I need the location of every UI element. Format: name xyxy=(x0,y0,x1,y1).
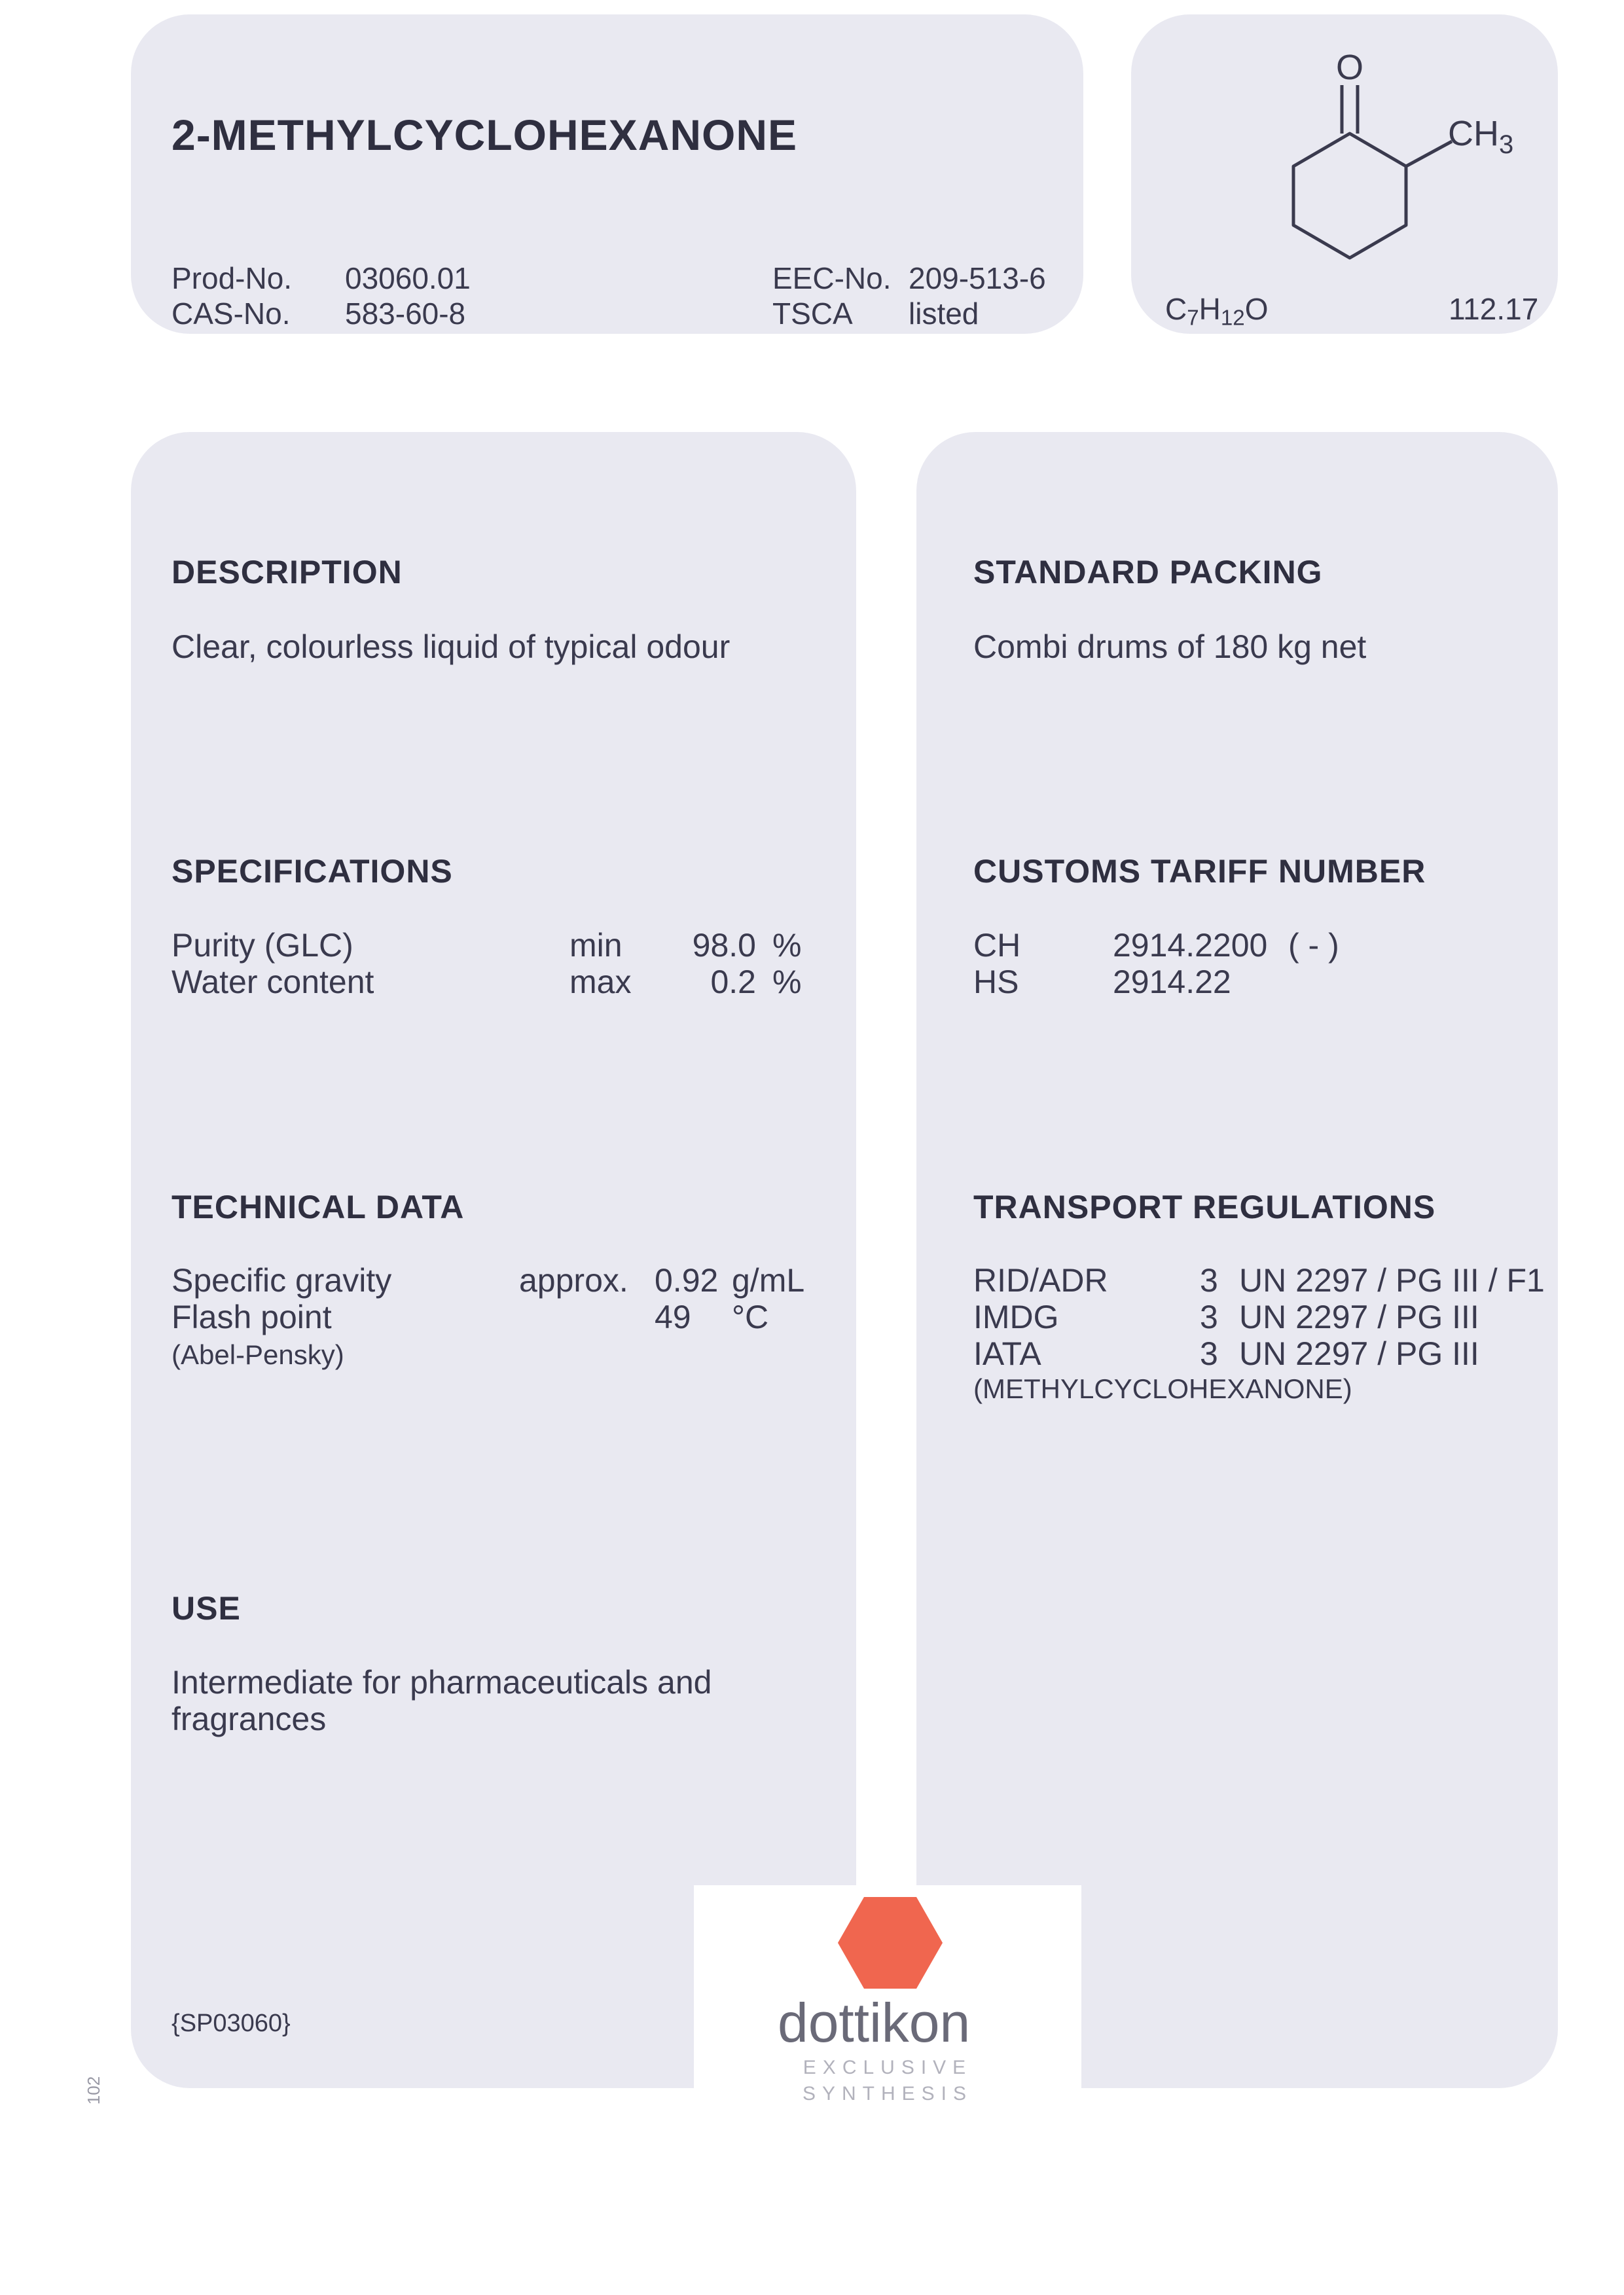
spec-purity-qualifier: min xyxy=(569,927,623,964)
logo-tagline-1: EXCLUSIVE xyxy=(803,2057,973,2078)
tech-gravity-value: 0.92 xyxy=(655,1262,719,1299)
prod-no-value: 03060.01 xyxy=(345,261,471,295)
transport-imdg-class: 3 xyxy=(1200,1299,1218,1335)
spec-water-qualifier: max xyxy=(569,964,632,1000)
right-panel xyxy=(916,432,1558,2088)
tech-flash-note: (Abel-Pensky) xyxy=(171,1339,344,1370)
spec-purity-name: Purity (GLC) xyxy=(171,927,353,964)
cas-no-value: 583-60-8 xyxy=(345,297,466,331)
transport-rid-mode: RID/ADR xyxy=(973,1262,1108,1299)
transport-imdg-un: UN 2297 / PG III xyxy=(1239,1299,1479,1335)
technical-data-heading: TECHNICAL DATA xyxy=(171,1189,465,1225)
eec-no-label: EEC-No. xyxy=(772,261,892,295)
transport-note: (METHYLCYCLOHEXANONE) xyxy=(973,1373,1352,1404)
spec-water-value: 0.2 xyxy=(710,964,756,1000)
use-heading: USE xyxy=(171,1590,241,1627)
customs-heading: CUSTOMS TARIFF NUMBER xyxy=(973,853,1426,890)
customs-hs-number: 2914.22 xyxy=(1113,964,1231,1000)
customs-ch-code: CH xyxy=(973,927,1021,964)
transport-iata-mode: IATA xyxy=(973,1335,1041,1372)
description-heading: DESCRIPTION xyxy=(171,554,403,590)
product-title: 2-METHYLCYCLOHEXANONE xyxy=(171,111,798,159)
tech-gravity-qualifier: approx. xyxy=(519,1262,628,1299)
customs-ch-extra: ( - ) xyxy=(1288,927,1339,964)
tech-flash-unit: °C xyxy=(732,1299,769,1335)
transport-iata-class: 3 xyxy=(1200,1335,1218,1372)
tech-flash-value: 49 xyxy=(655,1299,691,1335)
oxygen-atom-label: O xyxy=(1335,48,1364,87)
customs-ch-number: 2914.2200 xyxy=(1113,927,1268,964)
transport-rid-un: UN 2297 / PG III / F1 xyxy=(1239,1262,1545,1299)
tsca-value: listed xyxy=(909,297,979,331)
customs-hs-code: HS xyxy=(973,964,1019,1000)
left-panel xyxy=(131,432,856,2088)
specifications-heading: SPECIFICATIONS xyxy=(171,853,453,890)
use-text-line2: fragrances xyxy=(171,1701,327,1737)
logo-wordmark: dottikon xyxy=(778,1992,971,2053)
transport-imdg-mode: IMDG xyxy=(973,1299,1059,1335)
use-text-line1: Intermediate for pharmaceuticals and xyxy=(171,1664,712,1701)
cas-no-label: CAS-No. xyxy=(171,297,291,331)
spec-water-unit: % xyxy=(772,964,802,1000)
transport-iata-un: UN 2297 / PG III xyxy=(1239,1335,1479,1372)
tech-gravity-unit: g/mL xyxy=(732,1262,805,1299)
side-mark: 102 xyxy=(84,2076,104,2105)
description-text: Clear, colourless liquid of typical odour xyxy=(171,628,731,665)
tsca-label: TSCA xyxy=(772,297,853,331)
spec-purity-value: 98.0 xyxy=(692,927,756,964)
molecule-structure-diagram xyxy=(1131,14,1558,334)
molar-mass: 112.17 xyxy=(1449,292,1539,326)
spec-water-name: Water content xyxy=(171,964,374,1000)
standard-packing-heading: STANDARD PACKING xyxy=(973,554,1323,590)
molecular-formula: $C_7H_{12}O$ xyxy=(1165,292,1269,331)
transport-rid-class: 3 xyxy=(1200,1262,1218,1299)
prod-no-label: Prod-No. xyxy=(171,261,293,295)
hexagon-logo-icon xyxy=(838,1897,943,1989)
tech-gravity-name: Specific gravity xyxy=(171,1262,392,1299)
document-code: {SP03060} xyxy=(171,2010,291,2037)
eec-no-value: 209-513-6 xyxy=(909,261,1046,295)
standard-packing-text: Combi drums of 180 kg net xyxy=(973,628,1367,665)
methyl-group-label: $CH_3$ xyxy=(1448,114,1514,159)
logo-area xyxy=(694,1885,1081,2108)
tech-flash-name: Flash point xyxy=(171,1299,332,1335)
spec-purity-unit: % xyxy=(772,927,802,964)
transport-heading: TRANSPORT REGULATIONS xyxy=(973,1189,1436,1225)
logo-tagline-2: SYNTHESIS xyxy=(802,2083,973,2105)
